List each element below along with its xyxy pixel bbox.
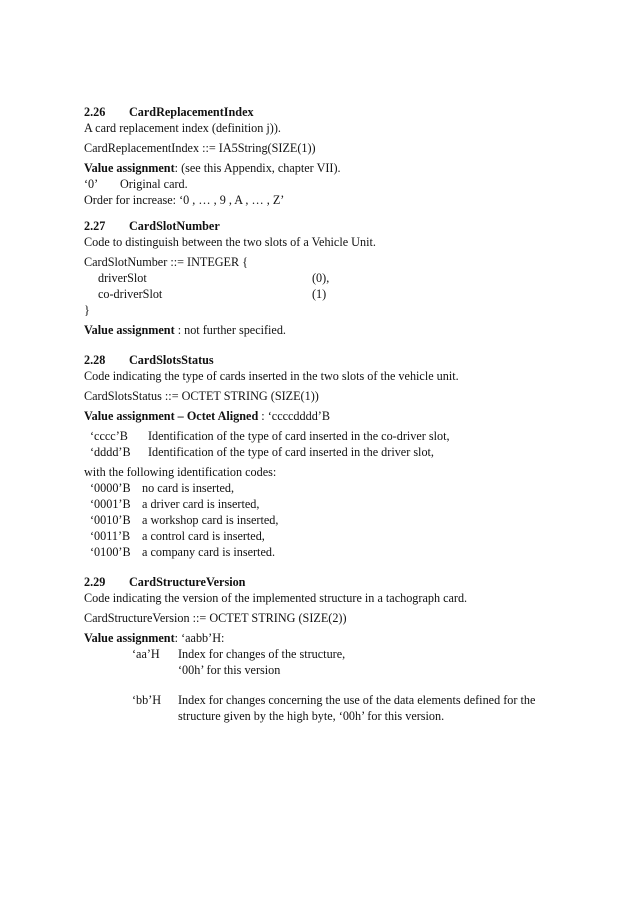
section-title-2-26: 2.26 CardReplacementIndex [84, 105, 254, 119]
value-assignment: Value assignment – Octet Aligned : ‘ccccdddd’B [84, 409, 330, 423]
section-title-2-28: 2.28 CardSlotsStatus [84, 353, 214, 367]
octet-row: ‘cccc’B Identification of the type of card inserted in the co-driver slot, [90, 429, 450, 443]
section-desc: Code indicating the version of the implemented structure in a tachograph card. [84, 591, 468, 605]
section-desc: A card replacement index (definition j)). [84, 121, 281, 135]
section-title-2-27: 2.27 CardSlotNumber [84, 219, 220, 233]
code-row: ‘0100’B a company card is inserted. [90, 545, 275, 559]
value-row: ‘aa’H Index for changes of the structure, ‘00h’ for this version [132, 647, 346, 677]
document-page [84, 104, 584, 724]
enum-item: co-driverSlot (1) [98, 287, 327, 301]
asn-definition: CardStructureVersion ::= OCTET STRING (SIZE(2)) [84, 611, 347, 625]
code-row: ‘0011’B a control card is inserted, [90, 529, 265, 543]
code-row: ‘0000’B no card is inserted, [90, 481, 235, 495]
section-title-2-29: 2.29 CardStructureVersion [84, 575, 246, 589]
value-row: ‘bb’H Index for changes concerning the use of the data elements defined for the structure given by the high byte, ‘00h’ for this version. [132, 693, 536, 723]
asn-close: } [84, 303, 90, 317]
codes-intro: with the following identification codes: [84, 465, 277, 479]
asn-definition: CardReplacementIndex ::= IA5String(SIZE(1)) [84, 141, 316, 155]
value-assignment: Value assignment : not further specified. [84, 323, 286, 337]
value-assignment: Value assignment: (see this Appendix, chapter VII). [84, 161, 341, 175]
enum-item: driverSlot (0), [98, 271, 330, 285]
value-row: ‘0’ Original card. [84, 177, 188, 191]
code-row: ‘0010’B a workshop card is inserted, [90, 513, 279, 527]
order-text: Order for increase: ‘0 , … , 9 , A , … , Z’ [84, 193, 285, 207]
code-row: ‘0001’B a driver card is inserted, [90, 497, 260, 511]
value-assignment: Value assignment: ‘aabb’H: [84, 631, 225, 645]
octet-row: ‘dddd’B Identification of the type of card inserted in the driver slot, [90, 445, 434, 459]
section-desc: Code to distinguish between the two slots of a Vehicle Unit. [84, 235, 376, 249]
asn-open: CardSlotNumber ::= INTEGER { [84, 255, 249, 269]
asn-definition: CardSlotsStatus ::= OCTET STRING (SIZE(1)) [84, 389, 319, 403]
section-desc: Code indicating the type of cards inserted in the two slots of the vehicle unit. [84, 369, 459, 383]
